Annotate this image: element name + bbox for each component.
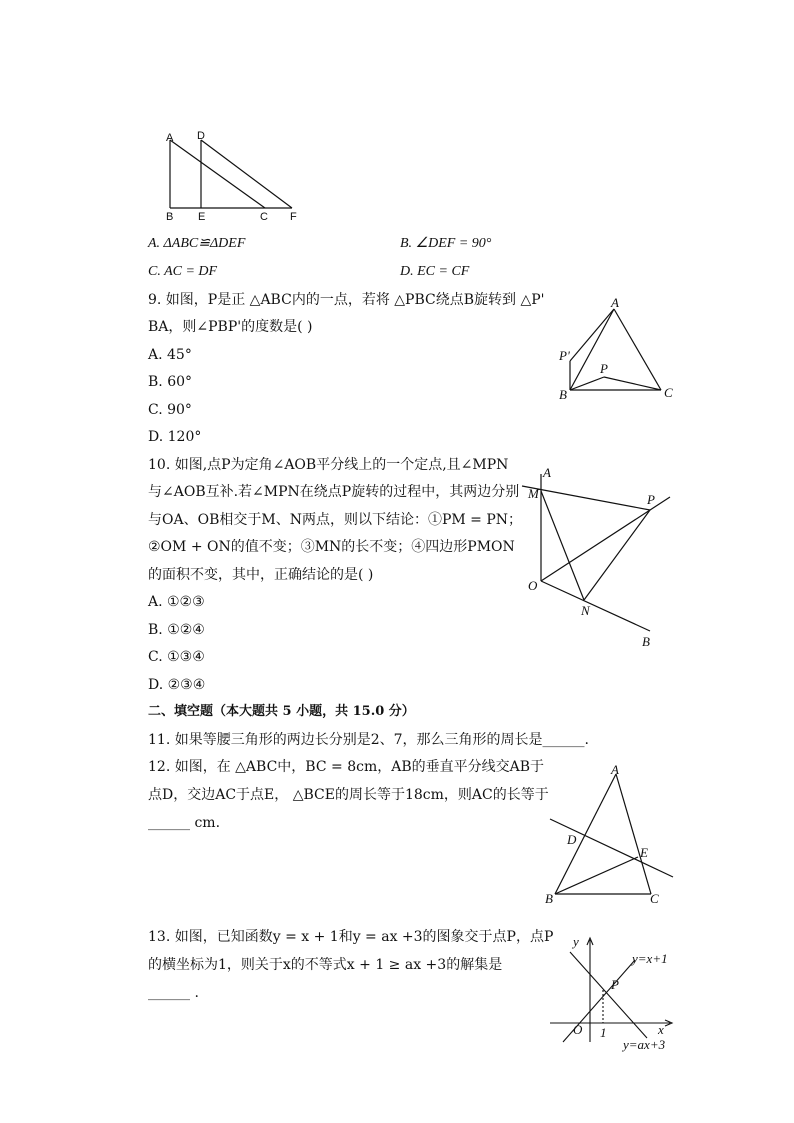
q10-stem-line4: ②OM + ON的值不变；③MN的长不变；④四边形PMON bbox=[148, 539, 515, 555]
q9-stem-line1: 9. 如图，P是正 △ABC内的一点，若将 △PBC绕点B旋转到 △P' bbox=[148, 292, 545, 308]
q9-option-a: A. 45° bbox=[148, 347, 192, 363]
label-c: C bbox=[650, 891, 659, 906]
label-c: C bbox=[260, 211, 268, 223]
label-tick-1: 1 bbox=[600, 1025, 607, 1040]
label-c: C bbox=[664, 385, 673, 400]
q13-answer-blank: ______ . bbox=[148, 985, 199, 1001]
label-d: D bbox=[197, 130, 205, 142]
label-y-axis: y bbox=[573, 934, 579, 949]
label-f: F bbox=[290, 211, 297, 223]
label-m: M bbox=[528, 486, 539, 501]
q10-stem-line1: 10. 如图,点P为定角∠AOB平分线上的一个定点,且∠MPN bbox=[148, 457, 509, 473]
label-line-ax-plus-3: y=ax+3 bbox=[623, 1037, 666, 1052]
section-2-title: 二、填空题（本大题共 5 小题，共 15.0 分） bbox=[148, 704, 415, 719]
label-o: O bbox=[573, 1022, 583, 1037]
q10-option-c: C. ①③④ bbox=[148, 649, 205, 665]
q13-figure bbox=[545, 930, 685, 1055]
q10-stem-line3: 与OA、OB相交于M、N两点，则以下结论：①PM = PN； bbox=[148, 512, 522, 528]
q9-option-c: C. 90° bbox=[148, 402, 192, 418]
label-p: P bbox=[647, 492, 655, 507]
q8-option-c: C. AC = DF bbox=[148, 264, 218, 279]
label-b: B bbox=[642, 634, 650, 649]
q9-figure bbox=[550, 295, 680, 405]
label-x-axis: x bbox=[658, 1022, 664, 1037]
label-line-x-plus-1: y=x+1 bbox=[632, 951, 668, 966]
label-o: O bbox=[528, 578, 538, 593]
label-p-prime: P' bbox=[559, 348, 570, 363]
label-n: N bbox=[581, 603, 590, 618]
label-a: A bbox=[543, 465, 551, 480]
q10-figure bbox=[520, 460, 680, 650]
label-p: P bbox=[611, 977, 619, 992]
q10-option-b: B. ①②④ bbox=[148, 622, 205, 638]
label-e: E bbox=[198, 211, 206, 223]
q10-option-a: A. ①②③ bbox=[148, 594, 205, 610]
q9-option-b: B. 60° bbox=[148, 374, 193, 390]
q10-stem-line5: 的面积不变，其中，正确结论的是( ) bbox=[148, 567, 374, 583]
label-a: A bbox=[611, 762, 619, 777]
q12-stem-line2: 点D，交边AC于点E， △BCE的周长等于18cm，则AC的长等于 bbox=[148, 787, 549, 803]
q8-option-a: A. ΔABC≌ΔDEF bbox=[148, 236, 246, 251]
label-a: A bbox=[611, 295, 619, 310]
label-p: P bbox=[600, 361, 608, 376]
q12-answer-blank: ______ cm. bbox=[148, 815, 221, 831]
q8-option-d: D. EC = CF bbox=[400, 264, 470, 279]
q10-stem-line2: 与∠AOB互补.若∠MPN在绕点P旋转的过程中，其两边分别 bbox=[148, 484, 520, 500]
segment-df bbox=[201, 140, 292, 208]
segment-ac bbox=[170, 140, 265, 208]
label-e: E bbox=[640, 845, 648, 860]
q13-stem-line1: 13. 如图，已知函数y = x + 1和y = ax +3的图象交于点P，点P bbox=[148, 929, 554, 945]
q9-stem-line2: BA，则∠PBP'的度数是( ) bbox=[148, 319, 313, 335]
label-d: D bbox=[567, 832, 577, 847]
label-b: B bbox=[545, 891, 553, 906]
q8-figure bbox=[160, 128, 310, 228]
q9-option-d: D. 120° bbox=[148, 429, 202, 445]
label-a: A bbox=[166, 132, 174, 144]
q10-option-d: D. ②③④ bbox=[148, 677, 206, 693]
label-b: B bbox=[559, 387, 567, 402]
q12-stem-line1: 12. 如图，在 △ABC中，BC = 8cm，AB的垂直平分线交AB于 bbox=[148, 759, 545, 775]
q13-stem-line2: 的横坐标为1，则关于x的不等式x + 1 ≥ ax +3的解集是 bbox=[148, 957, 503, 973]
q8-option-b: B. ∠DEF = 90° bbox=[400, 236, 492, 251]
q12-figure bbox=[545, 762, 680, 907]
label-b: B bbox=[166, 211, 174, 223]
q11-stem: 11. 如果等腰三角形的两边长分别是2、7，那么三角形的周长是______. bbox=[148, 732, 589, 748]
